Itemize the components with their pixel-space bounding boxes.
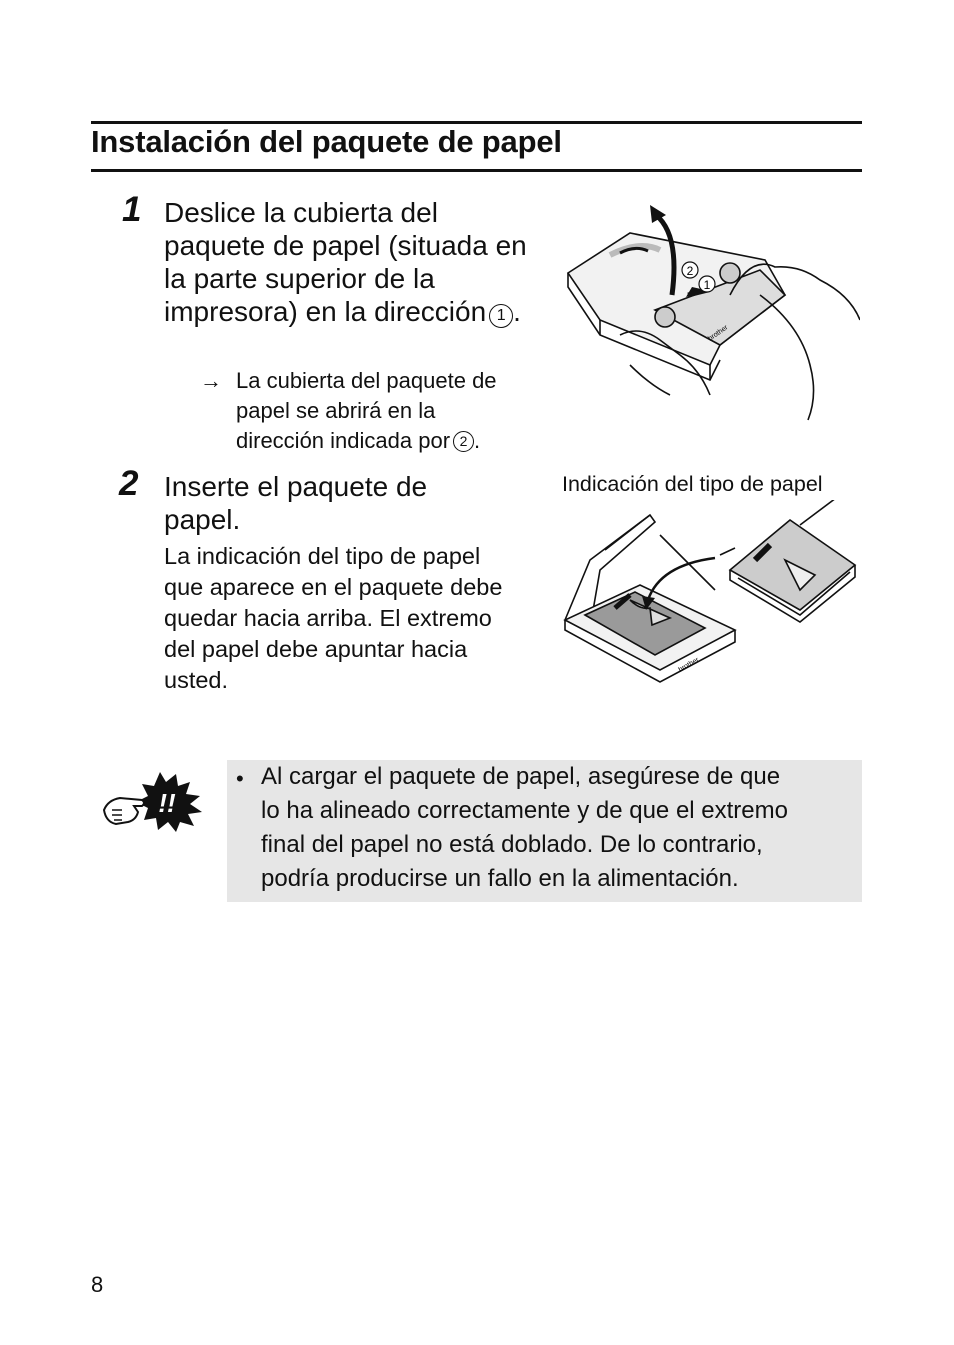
step-1-line (164, 295, 527, 328)
step-1-instruction (164, 196, 527, 328)
warning-line: podría producirse un fallo en la alimentación. (261, 865, 739, 892)
step-2-line: Inserte el paquete de (164, 471, 428, 502)
warning-line: lo ha alineado correctamente y de que el extremo (261, 797, 788, 824)
page-number: 8 (91, 1272, 104, 1297)
warning-line: final del papel no está doblado. De lo contrario, (261, 831, 763, 858)
figure-marker-1: 1 (703, 278, 711, 292)
detail-line: La indicación del tipo de papel (164, 543, 481, 569)
step-1-number: 1 (122, 190, 142, 229)
step-1-line: la parte superior de la (164, 263, 435, 294)
direction-1-marker: 1 (489, 304, 513, 328)
detail-line: que aparece en el paquete debe (164, 574, 503, 600)
direction-2-marker: 2 (453, 431, 474, 452)
detail-line: quedar hacia arriba. El extremo (164, 605, 492, 631)
paper-pack-illustration (560, 500, 860, 695)
step-1-end: . (513, 296, 521, 327)
result-line: papel se abrirá en la (236, 398, 436, 423)
brand-logo: brother (677, 656, 701, 674)
warning-bullet: • (236, 766, 244, 791)
result-line (236, 426, 497, 456)
brand-logo: brother (707, 324, 730, 343)
step-1-line: Deslice la cubierta del (164, 197, 438, 228)
warning-text (261, 760, 861, 896)
warning-line: Al cargar el paquete de papel, asegúrese de que (261, 763, 781, 790)
result-line: La cubierta del paquete de (236, 368, 497, 393)
step-1-line: paquete de papel (situada en (164, 230, 527, 261)
bottom-rule (91, 169, 862, 172)
step-2-number: 2 (119, 464, 139, 503)
result-line-text: dirección indicada por (236, 428, 451, 453)
step-2-instruction (164, 470, 427, 536)
detail-line: usted. (164, 667, 229, 693)
figure-marker-2: 2 (686, 264, 694, 278)
step-1-result (236, 366, 497, 456)
result-arrow-icon: → (200, 368, 222, 393)
pointing-hand-exclamation-icon (100, 770, 210, 832)
printer-cover-illustration (560, 195, 860, 430)
paper-type-caption: Indicación del tipo de papel (562, 472, 823, 496)
exclamation-text: !! (158, 788, 176, 818)
result-end: . (474, 428, 481, 453)
detail-line: del papel debe apuntar hacia (164, 636, 468, 662)
step-2-detail (164, 541, 502, 696)
section-title: Instalación del paquete de papel (91, 124, 562, 159)
step-2-line: papel. (164, 504, 241, 535)
step-1-line-text: impresora) en la dirección (164, 296, 487, 327)
